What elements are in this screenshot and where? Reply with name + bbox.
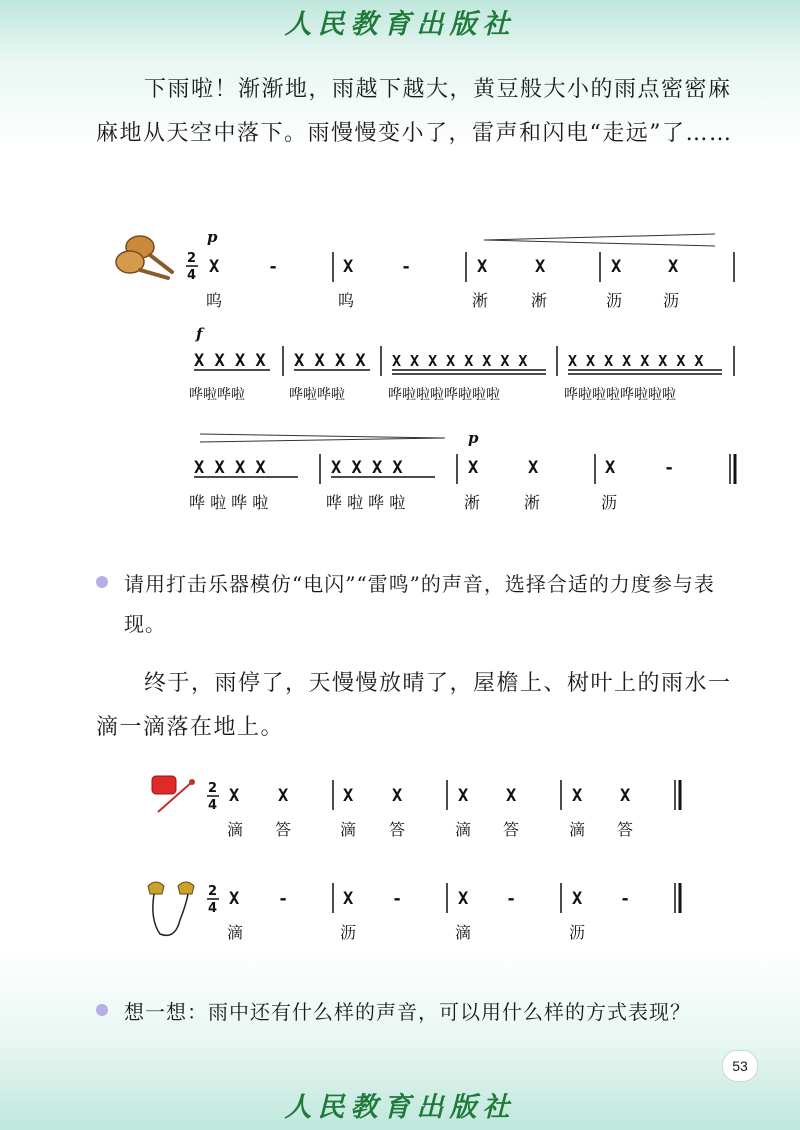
- lyric: 淅: [464, 493, 481, 512]
- lyric: 哗啦哗啦: [189, 387, 245, 403]
- bullet-percussion: [96, 564, 736, 644]
- lyric: 答: [617, 820, 634, 839]
- note: X: [458, 786, 469, 806]
- note: X: [343, 889, 354, 909]
- note: -: [620, 889, 631, 909]
- bells-icon: [148, 882, 194, 935]
- note: X: [611, 257, 622, 277]
- note: X: [229, 889, 240, 909]
- time-sig-bottom: 4: [187, 268, 197, 283]
- note: X: [668, 257, 679, 277]
- lyric: 淅: [472, 291, 489, 310]
- dynamic-forte: f: [196, 325, 203, 343]
- lyric: 滴: [455, 820, 472, 839]
- time-sig-top: 2: [208, 884, 218, 899]
- time-sig-bottom: 4: [208, 901, 218, 916]
- note: X: [343, 257, 354, 277]
- lyric: 沥: [663, 291, 680, 310]
- lyric: 滴: [569, 820, 586, 839]
- lyric: 哗 啦 哗 啦: [189, 493, 269, 512]
- lyric: 淅: [531, 291, 548, 310]
- note: X: [477, 257, 488, 277]
- note: -: [401, 257, 412, 277]
- note-group: X X X X: [194, 458, 266, 478]
- note: X: [468, 458, 479, 478]
- bullet-dot-icon: [96, 1004, 108, 1016]
- lyric: 淅: [524, 493, 541, 512]
- lyric: 沥: [606, 291, 623, 310]
- publisher-footer: 人民教育出版社: [284, 1092, 516, 1123]
- note: -: [268, 257, 279, 277]
- note: -: [506, 889, 517, 909]
- note: -: [278, 889, 289, 909]
- note: X: [278, 786, 289, 806]
- lyric: 沥: [601, 493, 618, 512]
- note: X: [572, 889, 583, 909]
- note: -: [392, 889, 403, 909]
- note-group: X X X X: [194, 351, 266, 371]
- bullet-text: 请用打击乐器模仿“电闪”“雷鸣”的声音，选择合适的力度参与表现。: [124, 572, 715, 636]
- lyric: 滴: [455, 923, 472, 942]
- note: X: [392, 786, 403, 806]
- page-number: 53: [722, 1050, 758, 1082]
- bullet-dot-icon: [96, 576, 108, 588]
- dynamic-piano: p: [207, 228, 218, 246]
- lyric: 沥: [340, 923, 357, 942]
- note: X: [229, 786, 240, 806]
- lyric: 呜: [338, 291, 355, 310]
- note: X: [209, 257, 220, 277]
- lyric: 沥: [569, 923, 586, 942]
- note-group: X X X X: [331, 458, 403, 478]
- bullet-think: [96, 992, 736, 1032]
- lyric: 答: [389, 820, 406, 839]
- lyric: 答: [503, 820, 520, 839]
- time-sig-bottom: 4: [208, 798, 218, 813]
- time-sig-top: 2: [187, 251, 197, 266]
- lyric: 哗啦啦啦哗啦啦啦: [564, 387, 676, 403]
- bullet-text: 想一想：雨中还有什么样的声音，可以用什么样的方式表现？: [124, 1000, 691, 1024]
- note: X: [572, 786, 583, 806]
- note: X: [605, 458, 616, 478]
- lyric: 哗啦啦啦哗啦啦啦: [388, 387, 500, 403]
- note-group: X X X X X X X X: [392, 352, 528, 370]
- note-group: X X X X X X X X: [568, 352, 704, 370]
- note: X: [620, 786, 631, 806]
- publisher-header: 人民教育出版社: [284, 9, 516, 40]
- lyric: 哗 啦 哗 啦: [326, 493, 406, 512]
- dynamic-piano: p: [468, 429, 479, 447]
- note: -: [664, 458, 675, 478]
- note: X: [458, 889, 469, 909]
- time-sig-top: 2: [208, 781, 218, 796]
- note: X: [535, 257, 546, 277]
- lyric: 滴: [227, 923, 244, 942]
- lyric: 呜: [206, 291, 223, 310]
- note: X: [506, 786, 517, 806]
- lyric: 滴: [340, 820, 357, 839]
- note: X: [343, 786, 354, 806]
- lyric: 滴: [227, 820, 244, 839]
- maracas-icon: [116, 236, 172, 278]
- drum-stick-icon: [152, 776, 195, 812]
- lyric: 哗啦哗啦: [289, 387, 345, 403]
- note: X: [528, 458, 539, 478]
- paragraph-rain-stop: 终于，雨停了，天慢慢放晴了，屋檐上、树叶上的雨水一滴一滴落在地上。: [96, 671, 732, 740]
- note-group: X X X X: [294, 351, 366, 371]
- lyric: 答: [275, 820, 292, 839]
- paragraph-rain-intro: 下雨啦！渐渐地，雨越下越大，黄豆般大小的雨点密密麻麻地从天空中落下。雨慢慢变小了，雷声和闪电“走远”了……: [96, 77, 733, 146]
